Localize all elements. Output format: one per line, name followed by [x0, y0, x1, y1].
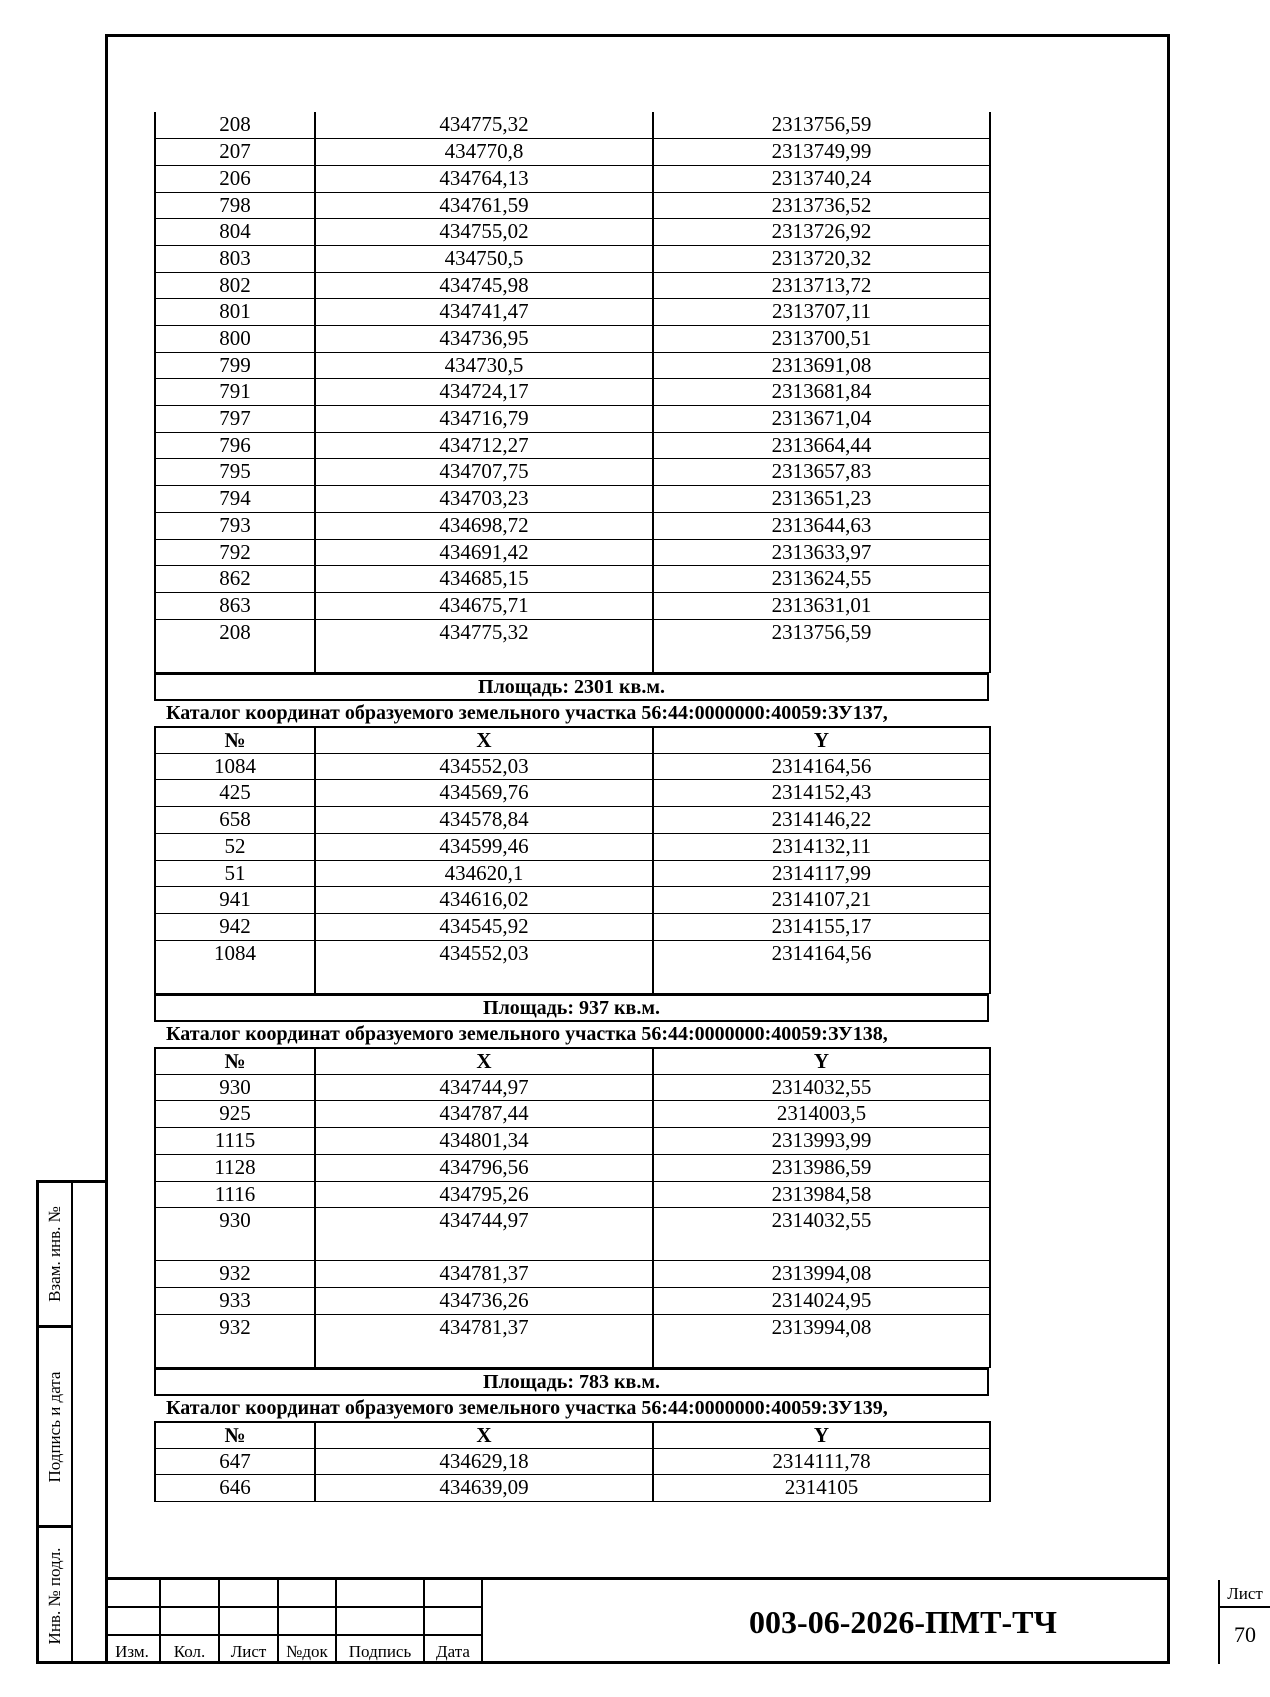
- y-coordinate-cell: 2314164,56: [653, 940, 990, 993]
- table-row: [155, 272, 990, 299]
- y-coordinate-cell: 2313624,55: [653, 566, 990, 593]
- table-header-row: [155, 1048, 990, 1075]
- x-coordinate-cell: 434552,03: [315, 940, 653, 993]
- table-row: [155, 1101, 990, 1128]
- y-coordinate-cell: 2313713,72: [653, 272, 990, 299]
- y-coordinate-cell: 2313994,08: [653, 1261, 990, 1288]
- y-coordinate-cell: 2313740,24: [653, 165, 990, 192]
- side-cell-original: [39, 1528, 73, 1664]
- table-row: [155, 833, 990, 860]
- side-label-signature: Подпись и дата: [45, 1371, 64, 1482]
- x-coordinate-cell: 434781,37: [315, 1314, 653, 1367]
- y-coordinate-cell: 2313700,51: [653, 326, 990, 353]
- x-coordinate-cell: 434724,17: [315, 379, 653, 406]
- x-coordinate-cell: 434675,71: [315, 592, 653, 619]
- catalog-caption-138: Каталог координат образуемого земельного участка 56:44:0000000:40059:ЗУ138,: [166, 1022, 888, 1045]
- header-cell: №: [155, 727, 315, 754]
- x-coordinate-cell: 434741,47: [315, 299, 653, 326]
- x-coordinate-cell: 434770,8: [315, 139, 653, 166]
- header-cell: №: [155, 1422, 315, 1449]
- x-coordinate-cell: 434801,34: [315, 1128, 653, 1155]
- point-number-cell: 646: [155, 1475, 315, 1502]
- table-row: [155, 326, 990, 353]
- point-number-cell: 1128: [155, 1154, 315, 1181]
- header-cell: Y: [653, 727, 990, 754]
- point-number-cell: 208: [155, 112, 315, 139]
- y-coordinate-cell: 2313681,84: [653, 379, 990, 406]
- point-number-cell: 1084: [155, 940, 315, 993]
- header-cell: X: [315, 727, 653, 754]
- point-number-cell: 658: [155, 807, 315, 834]
- table-row: [155, 299, 990, 326]
- y-coordinate-cell: 2313664,44: [653, 432, 990, 459]
- sheet-box: [1218, 1580, 1270, 1664]
- y-coordinate-cell: 2314111,78: [653, 1448, 990, 1475]
- table-row: [155, 913, 990, 940]
- point-number-cell: 942: [155, 913, 315, 940]
- side-label-replacement: Взам. инв. №: [45, 1206, 64, 1302]
- point-number-cell: 802: [155, 272, 315, 299]
- y-coordinate-cell: 2313756,59: [653, 619, 990, 672]
- y-coordinate-cell: 2314024,95: [653, 1287, 990, 1314]
- y-coordinate-cell: 2313707,11: [653, 299, 990, 326]
- coordinates-table-139: [154, 1421, 991, 1503]
- x-coordinate-cell: 434685,15: [315, 566, 653, 593]
- y-coordinate-cell: 2313994,08: [653, 1314, 990, 1367]
- area-label-137: Площадь: 937 кв.м.: [154, 994, 989, 1022]
- col-label-podpis: Подпись: [348, 1642, 412, 1661]
- catalog-caption-137: Каталог координат образуемого земельного участка 56:44:0000000:40059:ЗУ137,: [166, 701, 888, 724]
- x-coordinate-cell: 434629,18: [315, 1448, 653, 1475]
- point-number-cell: 930: [155, 1208, 315, 1261]
- table-row: [155, 860, 990, 887]
- x-coordinate-cell: 434744,97: [315, 1074, 653, 1101]
- point-number-cell: 797: [155, 406, 315, 433]
- y-coordinate-cell: 2313726,92: [653, 219, 990, 246]
- point-number-cell: 799: [155, 352, 315, 379]
- table-row: [155, 1475, 990, 1502]
- x-coordinate-cell: 434761,59: [315, 192, 653, 219]
- col-label-kol: Кол.: [173, 1642, 206, 1661]
- table-row: [155, 1261, 990, 1288]
- x-coordinate-cell: 434552,03: [315, 753, 653, 780]
- table-row: [155, 219, 990, 246]
- col-label-izm: Изм.: [115, 1642, 149, 1661]
- table-row: [155, 940, 990, 993]
- point-number-cell: 800: [155, 326, 315, 353]
- col-kol: [161, 1580, 220, 1664]
- point-number-cell: 801: [155, 299, 315, 326]
- sheet-number: 70: [1234, 1622, 1256, 1647]
- table-row: [155, 459, 990, 486]
- table-row: [155, 1448, 990, 1475]
- point-number-cell: 932: [155, 1314, 315, 1367]
- y-coordinate-cell: 2314117,99: [653, 860, 990, 887]
- table-row: [155, 1208, 990, 1261]
- point-number-cell: 792: [155, 539, 315, 566]
- x-coordinate-cell: 434764,13: [315, 165, 653, 192]
- x-coordinate-cell: 434716,79: [315, 406, 653, 433]
- document-content: [154, 112, 989, 1502]
- x-coordinate-cell: 434698,72: [315, 512, 653, 539]
- x-coordinate-cell: 434775,32: [315, 619, 653, 672]
- point-number-cell: 798: [155, 192, 315, 219]
- table-row: [155, 139, 990, 166]
- table-row: [155, 352, 990, 379]
- table-row: [155, 780, 990, 807]
- coordinates-table-1: [154, 112, 991, 673]
- x-coordinate-cell: 434707,75: [315, 459, 653, 486]
- x-coordinate-cell: 434750,5: [315, 245, 653, 272]
- y-coordinate-cell: 2313986,59: [653, 1154, 990, 1181]
- x-coordinate-cell: 434781,37: [315, 1261, 653, 1288]
- table-row: [155, 592, 990, 619]
- document-code: 003-06-2026-ПМТ-ТЧ: [749, 1603, 1057, 1640]
- col-list: [220, 1580, 279, 1664]
- table-row: [155, 1181, 990, 1208]
- point-number-cell: 930: [155, 1074, 315, 1101]
- point-number-cell: 941: [155, 887, 315, 914]
- col-podpis: [337, 1580, 425, 1664]
- x-coordinate-cell: 434775,32: [315, 112, 653, 139]
- table-row: [155, 1128, 990, 1155]
- x-coordinate-cell: 434730,5: [315, 352, 653, 379]
- y-coordinate-cell: 2314032,55: [653, 1074, 990, 1101]
- table-row: [155, 539, 990, 566]
- col-label-list: Лист: [230, 1642, 267, 1661]
- y-coordinate-cell: 2314003,5: [653, 1101, 990, 1128]
- header-cell: Y: [653, 1422, 990, 1449]
- point-number-cell: 208: [155, 619, 315, 672]
- table-header-row: [155, 1422, 990, 1449]
- x-coordinate-cell: 434703,23: [315, 486, 653, 513]
- point-number-cell: 1084: [155, 753, 315, 780]
- point-number-cell: 796: [155, 432, 315, 459]
- area-label-138: Площадь: 783 кв.м.: [154, 1368, 989, 1396]
- table-row: [155, 192, 990, 219]
- header-cell: X: [315, 1048, 653, 1075]
- table-row: [155, 245, 990, 272]
- table-row: [155, 1154, 990, 1181]
- catalog-caption-139: Каталог координат образуемого земельного участка 56:44:0000000:40059:ЗУ139,: [166, 1396, 888, 1419]
- x-coordinate-cell: 434744,97: [315, 1208, 653, 1261]
- y-coordinate-cell: 2313671,04: [653, 406, 990, 433]
- y-coordinate-cell: 2314155,17: [653, 913, 990, 940]
- x-coordinate-cell: 434578,84: [315, 807, 653, 834]
- point-number-cell: 862: [155, 566, 315, 593]
- y-coordinate-cell: 2313657,83: [653, 459, 990, 486]
- y-coordinate-cell: 2314132,11: [653, 833, 990, 860]
- table-row: [155, 1074, 990, 1101]
- x-coordinate-cell: 434736,26: [315, 1287, 653, 1314]
- point-number-cell: 804: [155, 219, 315, 246]
- point-number-cell: 794: [155, 486, 315, 513]
- coordinates-table-137: [154, 726, 991, 994]
- y-coordinate-cell: 2313691,08: [653, 352, 990, 379]
- x-coordinate-cell: 434639,09: [315, 1475, 653, 1502]
- y-coordinate-cell: 2314105: [653, 1475, 990, 1502]
- y-coordinate-cell: 2313720,32: [653, 245, 990, 272]
- table-row: [155, 1314, 990, 1367]
- y-coordinate-cell: 2313736,52: [653, 192, 990, 219]
- table-row: [155, 619, 990, 672]
- x-coordinate-cell: 434545,92: [315, 913, 653, 940]
- x-coordinate-cell: 434599,46: [315, 833, 653, 860]
- y-coordinate-cell: 2313749,99: [653, 139, 990, 166]
- side-stamp: [36, 1180, 107, 1664]
- point-number-cell: 793: [155, 512, 315, 539]
- coordinates-table-138: [154, 1047, 991, 1368]
- point-number-cell: 52: [155, 833, 315, 860]
- col-izm: [105, 1580, 161, 1664]
- x-coordinate-cell: 434787,44: [315, 1101, 653, 1128]
- table-row: [155, 432, 990, 459]
- y-coordinate-cell: 2314107,21: [653, 887, 990, 914]
- side-label-original: Инв. № подл.: [45, 1547, 64, 1645]
- y-coordinate-cell: 2314032,55: [653, 1208, 990, 1261]
- table-row: [155, 165, 990, 192]
- point-number-cell: 791: [155, 379, 315, 406]
- x-coordinate-cell: 434712,27: [315, 432, 653, 459]
- table-row: [155, 566, 990, 593]
- header-cell: №: [155, 1048, 315, 1075]
- table-row: [155, 379, 990, 406]
- table-row: [155, 887, 990, 914]
- point-number-cell: 933: [155, 1287, 315, 1314]
- table-header-row: [155, 727, 990, 754]
- point-number-cell: 647: [155, 1448, 315, 1475]
- y-coordinate-cell: 2313631,01: [653, 592, 990, 619]
- side-cell-replacement: [39, 1183, 73, 1328]
- x-coordinate-cell: 434616,02: [315, 887, 653, 914]
- y-coordinate-cell: 2313993,99: [653, 1128, 990, 1155]
- y-coordinate-cell: 2313651,23: [653, 486, 990, 513]
- x-coordinate-cell: 434745,98: [315, 272, 653, 299]
- y-coordinate-cell: 2314152,43: [653, 780, 990, 807]
- table-row: [155, 807, 990, 834]
- side-cell-signature: [39, 1328, 73, 1528]
- sheet-label: Лист: [1220, 1581, 1270, 1608]
- point-number-cell: 206: [155, 165, 315, 192]
- table-row: [155, 406, 990, 433]
- x-coordinate-cell: 434691,42: [315, 539, 653, 566]
- col-ndok: [279, 1580, 337, 1664]
- title-block: [105, 1577, 1263, 1664]
- col-label-ndok: №док: [286, 1642, 328, 1661]
- table-row: [155, 486, 990, 513]
- point-number-cell: 51: [155, 860, 315, 887]
- point-number-cell: 425: [155, 780, 315, 807]
- header-cell: X: [315, 1422, 653, 1449]
- point-number-cell: 1116: [155, 1181, 315, 1208]
- col-data: [425, 1580, 483, 1664]
- point-number-cell: 925: [155, 1101, 315, 1128]
- y-coordinate-cell: 2313756,59: [653, 112, 990, 139]
- table-row: [155, 512, 990, 539]
- point-number-cell: 1115: [155, 1128, 315, 1155]
- x-coordinate-cell: 434795,26: [315, 1181, 653, 1208]
- point-number-cell: 863: [155, 592, 315, 619]
- y-coordinate-cell: 2314164,56: [653, 753, 990, 780]
- x-coordinate-cell: 434620,1: [315, 860, 653, 887]
- y-coordinate-cell: 2313984,58: [653, 1181, 990, 1208]
- x-coordinate-cell: 434755,02: [315, 219, 653, 246]
- x-coordinate-cell: 434736,95: [315, 326, 653, 353]
- y-coordinate-cell: 2314146,22: [653, 807, 990, 834]
- table-row: [155, 112, 990, 139]
- area-label-1: Площадь: 2301 кв.м.: [154, 673, 989, 701]
- col-label-data: Дата: [436, 1642, 470, 1661]
- table-row: [155, 753, 990, 780]
- point-number-cell: 207: [155, 139, 315, 166]
- x-coordinate-cell: 434569,76: [315, 780, 653, 807]
- y-coordinate-cell: 2313633,97: [653, 539, 990, 566]
- table-row: [155, 1287, 990, 1314]
- point-number-cell: 795: [155, 459, 315, 486]
- point-number-cell: 803: [155, 245, 315, 272]
- y-coordinate-cell: 2313644,63: [653, 512, 990, 539]
- header-cell: Y: [653, 1048, 990, 1075]
- x-coordinate-cell: 434796,56: [315, 1154, 653, 1181]
- point-number-cell: 932: [155, 1261, 315, 1288]
